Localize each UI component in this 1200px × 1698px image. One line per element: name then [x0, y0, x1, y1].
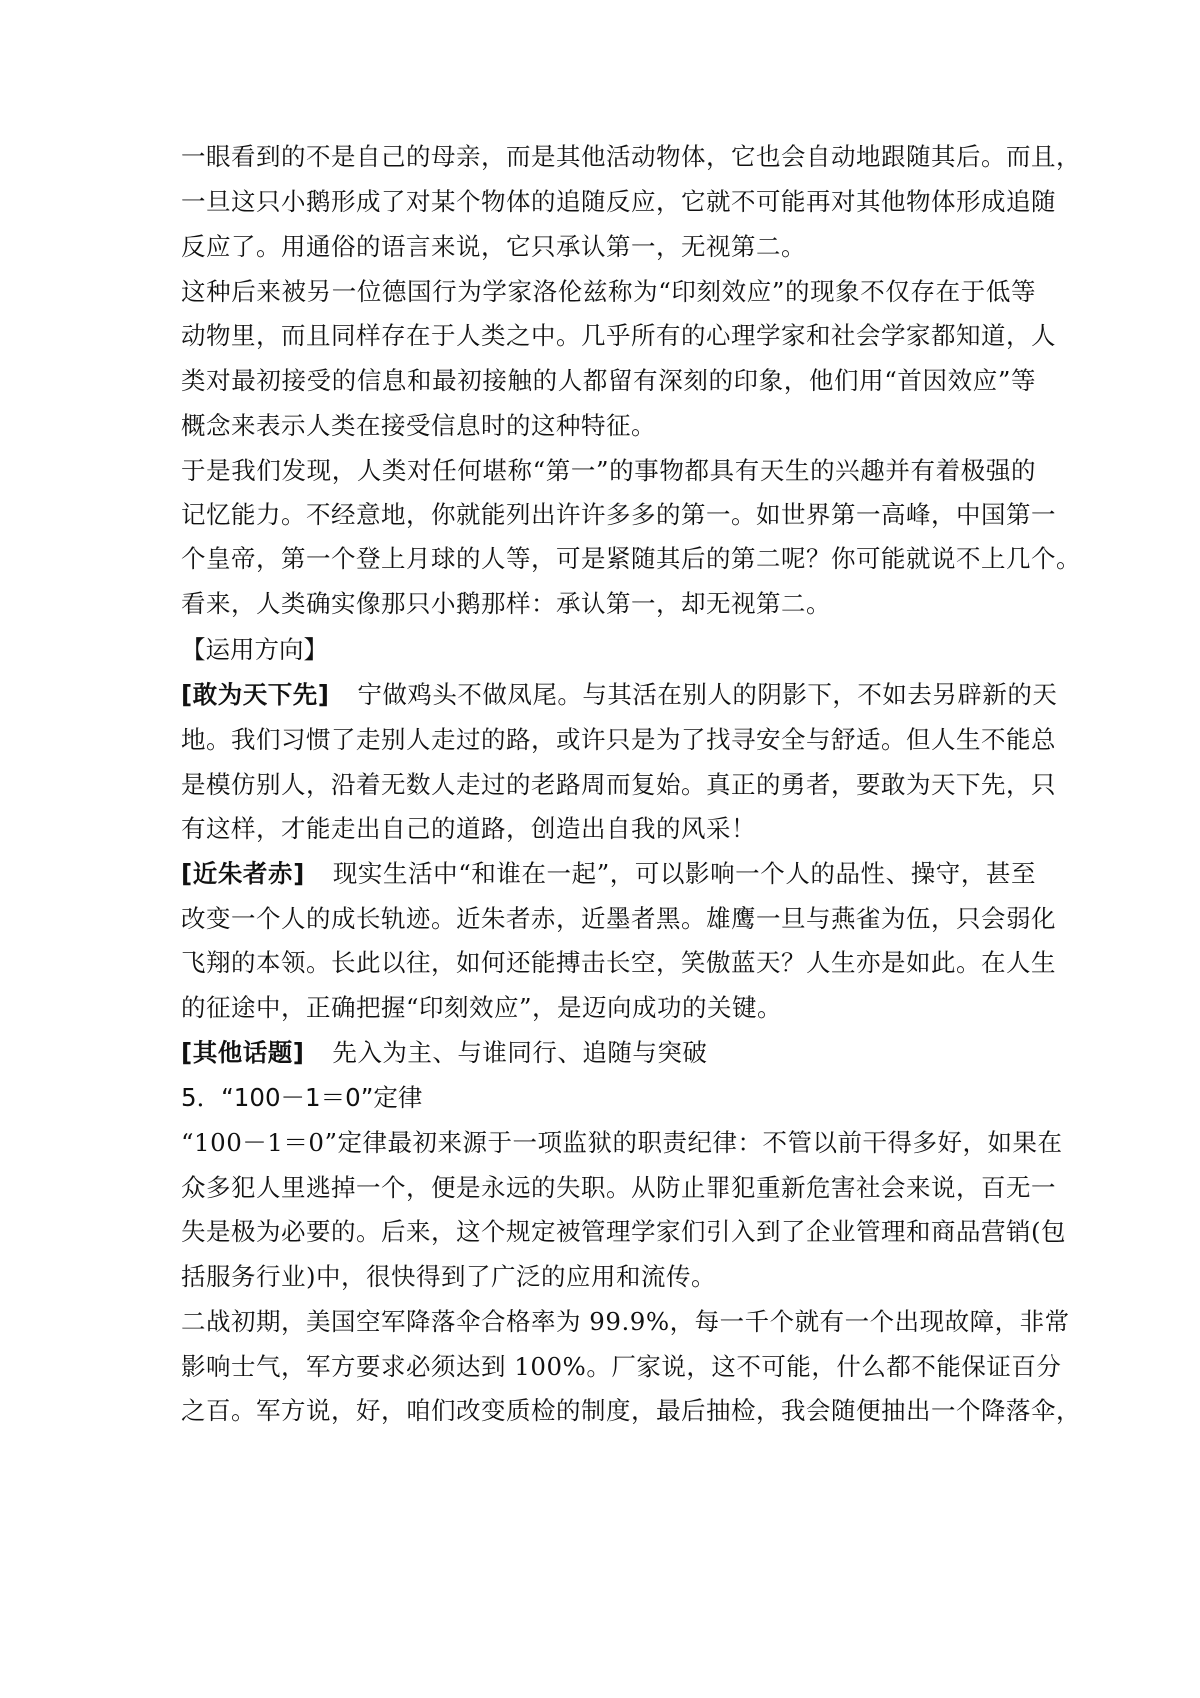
- usage-2-line-1: [181, 856, 1036, 892]
- usage-2-line-4: 的征途中，正确把握“印刻效应”，是迈向成功的关键。: [181, 993, 783, 1022]
- paragraph-4-line-3: 失是极为必要的。后来，这个规定被管理学家们引入到了企业管理和商品营销(包: [181, 1217, 1067, 1246]
- paragraph-1-line-1: 一眼看到的不是自己的母亲，而是其他活动物体，它也会自动地跟随其后。而且，: [181, 142, 1081, 171]
- usage-1-line-2: 地。我们习惯了走别人走过的路，或许只是为了找寻安全与舒适。但人生不能总: [181, 725, 1056, 754]
- paragraph-4-line-4: 括服务行业)中，很快得到了广泛的应用和流传。: [181, 1262, 717, 1291]
- usage-heading: 【运用方向】: [181, 635, 328, 664]
- section-5-heading: 5．“100－1＝0”定律: [181, 1083, 423, 1112]
- paragraph-2-line-2: 动物里，而且同样存在于人类之中。几乎所有的心理学家和社会学家都知道，人: [181, 321, 1056, 350]
- usage-2-line-3: 飞翔的本领。长此以往，如何还能搏击长空，笑傲蓝天？人生亦是如此。在人生: [181, 948, 1056, 977]
- usage-1-line-1: [181, 677, 1058, 713]
- usage-2-text: 现实生活中“和谁在一起”，可以影响一个人的品性、操守，甚至: [332, 859, 1036, 888]
- paragraph-3-line-3: 个皇帝，第一个登上月球的人等，可是紧随其后的第二呢？你可能就说不上几个。: [181, 544, 1081, 573]
- usage-2-line-2: 改变一个人的成长轨迹。近朱者赤，近墨者黑。雄鹰一旦与燕雀为伍，只会弱化: [181, 904, 1056, 933]
- paragraph-2-line-3: 类对最初接受的信息和最初接触的人都留有深刻的印象，他们用“首因效应”等: [181, 366, 1036, 395]
- usage-3-line-1: [181, 1035, 1036, 1071]
- paragraph-2-line-1: 这种后来被另一位德国行为学家洛伦兹称为“印刻效应”的现象不仅存在于低等: [181, 277, 1036, 306]
- paragraph-5-line-3: 之百。军方说，好，咱们改变质检的制度，最后抽检，我会随便抽出一个降落伞，: [181, 1396, 1081, 1425]
- usage-1-text: 宁做鸡头不做凤尾。与其活在别人的阴影下，不如去另辟新的天: [357, 680, 1058, 709]
- paragraph-4-line-2: 众多犯人里逃掉一个，便是永远的失职。从防止罪犯重新危害社会来说，百无一: [181, 1173, 1056, 1202]
- paragraph-5-line-1: 二战初期，美国空军降落伞合格率为 99.9%，每一千个就有一个出现故障，非常: [181, 1307, 1070, 1336]
- usage-3-text: 先入为主、与谁同行、追随与突破: [332, 1038, 708, 1067]
- paragraph-1-line-2: 一旦这只小鹅形成了对某个物体的追随反应，它就不可能再对其他物体形成追随: [181, 187, 1056, 216]
- usage-3-tag: [其他话题]: [181, 1038, 305, 1067]
- usage-1-tag: [敢为天下先]: [181, 680, 330, 709]
- usage-2-tag: [近朱者赤]: [181, 859, 305, 888]
- paragraph-3-line-2: 记忆能力。不经意地，你就能列出许许多多的第一。如世界第一高峰，中国第一: [181, 500, 1056, 529]
- paragraph-3-line-1: 于是我们发现，人类对任何堪称“第一”的事物都具有天生的兴趣并有着极强的: [181, 456, 1036, 485]
- usage-1-line-3: 是模仿别人，沿着无数人走过的老路周而复始。真正的勇者，要敢为天下先，只: [181, 770, 1056, 799]
- paragraph-2-line-4: 概念来表示人类在接受信息时的这种特征。: [181, 411, 656, 440]
- usage-1-line-4: 有这样，才能走出自己的道路，创造出自我的风采！: [181, 814, 756, 843]
- paragraph-1-line-3: 反应了。用通俗的语言来说，它只承认第一，无视第二。: [181, 232, 806, 261]
- paragraph-3-line-4: 看来，人类确实像那只小鹅那样：承认第一，却无视第二。: [181, 589, 831, 618]
- paragraph-4-line-1: “100－1＝0”定律最初来源于一项监狱的职责纪律：不管以前干得多好，如果在: [181, 1128, 1063, 1157]
- paragraph-5-line-2: 影响士气，军方要求必须达到 100%。厂家说，这不可能，什么都不能保证百分: [181, 1352, 1062, 1381]
